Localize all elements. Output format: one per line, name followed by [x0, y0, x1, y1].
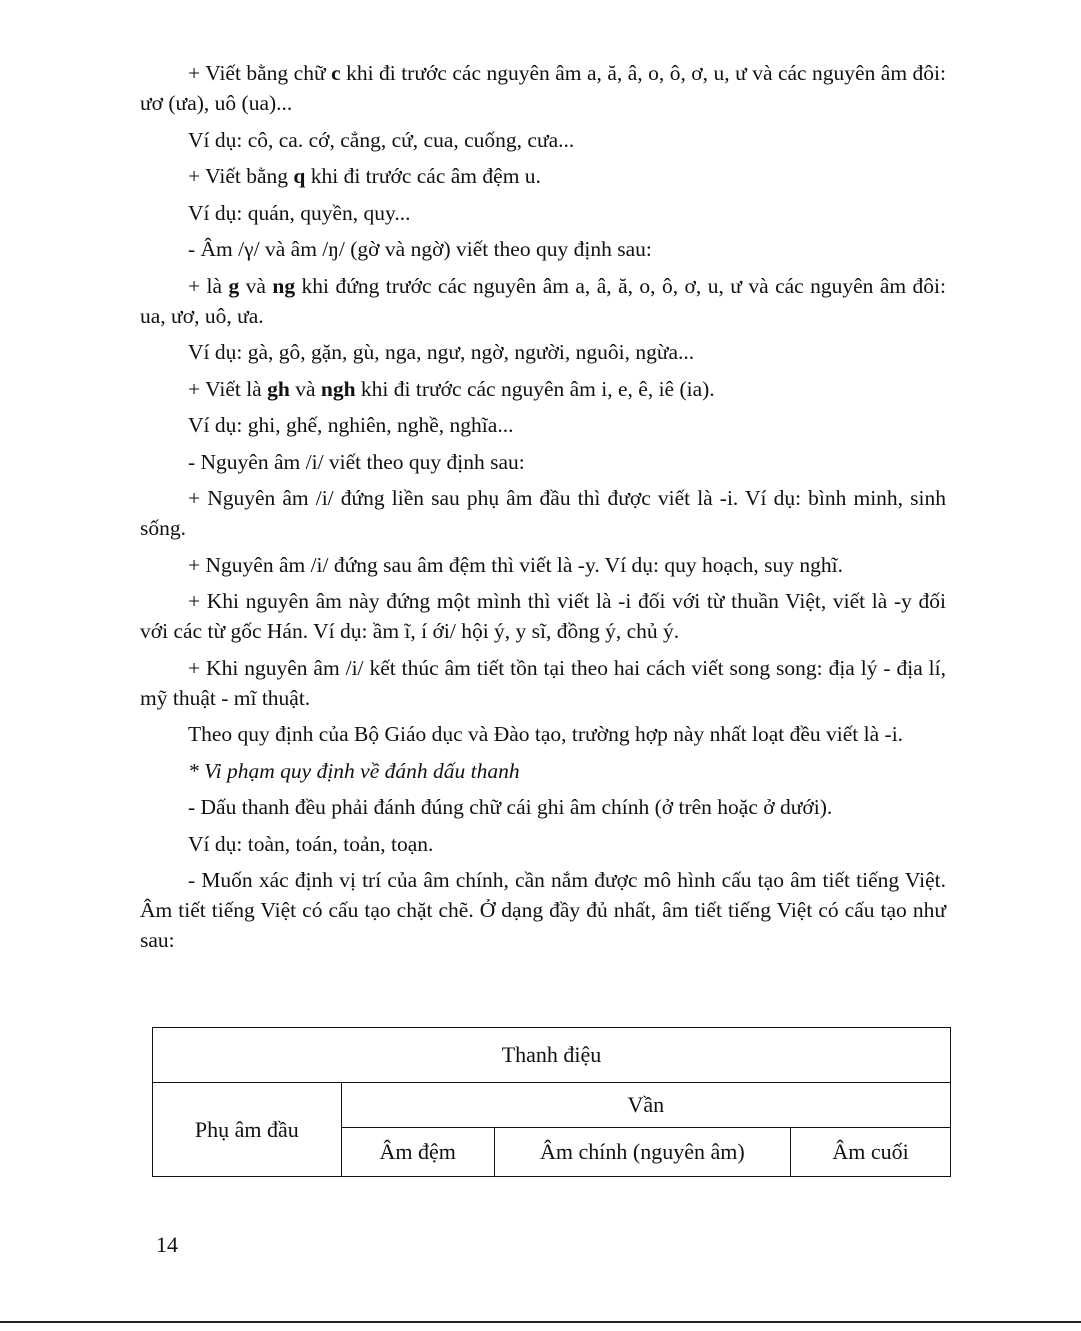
table-cell-thanh-dieu: Thanh điệu: [153, 1028, 951, 1083]
syllable-structure-table: [152, 1027, 951, 1177]
paragraph: + Khi nguyên âm /i/ kết thúc âm tiết tồn tại theo hai cách viết song song: địa lý - địa lí, mỹ thuật - mĩ thuật.: [140, 655, 946, 710]
paragraph: - Muốn xác định vị trí của âm chính, cần nắm được mô hình cấu tạo âm tiết tiếng Việt. Âm tiết tiếng Việt có cấu tạo chặt chẽ. Ở dạng đầy đủ nhất, âm tiết tiếng Việt có cấu tạo như sau:: [140, 868, 946, 952]
paragraph: + Khi nguyên âm này đứng một mình thì viết là -i đối với từ thuần Việt, viết là -y đối với các từ gốc Hán. Ví dụ: ầm ĩ, í ới/ hội ý, y sĩ, đồng ý, chủ ý.: [140, 589, 946, 643]
table-cell-am-dem: Âm đệm: [341, 1128, 494, 1177]
paragraph: Ví dụ: quán, quyền, quy...: [188, 200, 411, 225]
paragraph: * Vi phạm quy định về đánh dấu thanh: [188, 758, 520, 783]
paragraph: + Viết bằng chữ c khi đi trước các nguyên âm a, ă, â, o, ô, ơ, u, ư và các nguyên âm đôi: ươ (ưa), uô (ua)...: [140, 61, 946, 115]
table-cell-van: Vần: [341, 1083, 950, 1128]
paragraph: Theo quy định của Bộ Giáo dục và Đào tạo, trường hợp này nhất loạt đều viết là -i.: [188, 722, 904, 746]
paragraph: Ví dụ: toàn, toán, toản, toạn.: [188, 831, 434, 856]
paragraph: Ví dụ: cô, ca. cớ, cẳng, cứ, cua, cuống, cưa...: [188, 127, 575, 152]
page-bottom-rule: [0, 1321, 1081, 1323]
paragraph: Ví dụ: ghi, ghế, nghiên, nghề, nghĩa...: [188, 413, 514, 437]
paragraph: + là g và ng khi đứng trước các nguyên âm a, â, ă, o, ô, ơ, u, ư và các nguyên âm đôi: ua, ươ, uô, ưa.: [140, 273, 946, 328]
paragraph: + Nguyên âm /i/ đứng sau âm đệm thì viết là -y. Ví dụ: quy hoạch, suy nghĩ.: [188, 552, 843, 577]
table-cell-am-cuoi: Âm cuối: [791, 1128, 951, 1177]
paragraph: + Viết bằng q khi đi trước các âm đệm u.: [188, 164, 541, 188]
paragraph: + Viết là gh và ngh khi đi trước các nguyên âm i, e, ê, iê (ia).: [188, 376, 715, 401]
paragraph: + Nguyên âm /i/ đứng liền sau phụ âm đầu thì được viết là -i. Ví dụ: bình minh, sinh sống.: [140, 486, 946, 540]
paragraph: Ví dụ: gà, gô, gặn, gù, nga, ngư, ngờ, người, nguôi, ngừa...: [188, 340, 695, 364]
paragraph: - Nguyên âm /i/ viết theo quy định sau:: [188, 449, 525, 474]
table-cell-phu-am-dau: Phụ âm đầu: [153, 1083, 342, 1177]
page-number: 14: [156, 1232, 178, 1257]
paragraph: - Âm /γ/ và âm /ŋ/ (gờ và ngờ) viết theo quy định sau:: [188, 237, 652, 261]
paragraph: - Dấu thanh đều phải đánh đúng chữ cái ghi âm chính (ở trên hoặc ở dưới).: [188, 795, 833, 819]
body-text: [140, 58, 946, 962]
table-cell-am-chinh: Âm chính (nguyên âm): [494, 1128, 791, 1177]
